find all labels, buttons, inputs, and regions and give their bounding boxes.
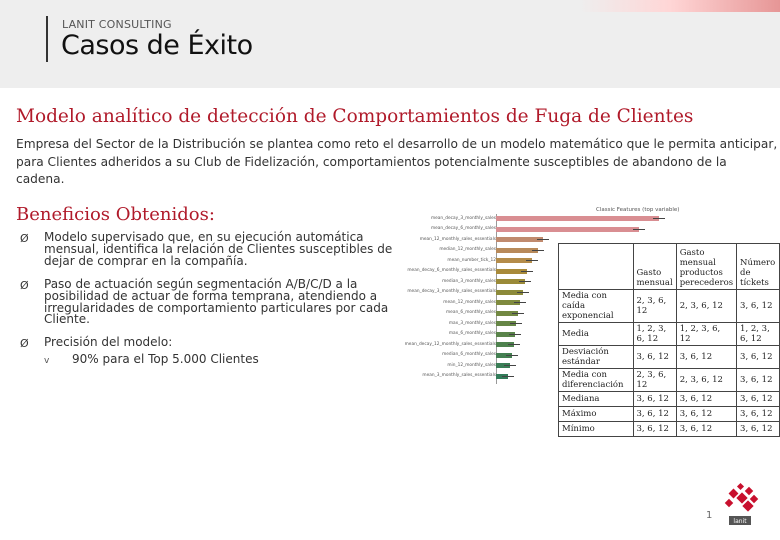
chart-category-label: mean_3_monthly_sales_essentials bbox=[422, 373, 496, 378]
table-row bbox=[559, 290, 780, 323]
chart-error-bar bbox=[512, 313, 524, 314]
chart-category-label: mean_6_monthly_sales bbox=[446, 310, 496, 315]
chart-bar bbox=[496, 216, 659, 221]
table-cell: Media con diferenciación bbox=[559, 369, 634, 392]
chart-category-label: median_6_monthly_sales bbox=[442, 352, 496, 357]
table-cell: 2, 3, 6, 12 bbox=[633, 369, 676, 392]
table-cell: 3, 6, 12 bbox=[676, 422, 736, 437]
header bbox=[0, 0, 780, 88]
table-row bbox=[559, 369, 780, 392]
table-row bbox=[559, 392, 780, 407]
features-table bbox=[558, 243, 780, 437]
chart-category-label: median_12_monthly_sales bbox=[439, 247, 496, 252]
chart-error-bar bbox=[506, 355, 518, 356]
table-cell: Mínimo bbox=[559, 422, 634, 437]
header-divider bbox=[46, 16, 48, 62]
benefit-item: Precisión del modelo: bbox=[44, 335, 173, 349]
chart-error-bar bbox=[509, 334, 521, 335]
table-header-row bbox=[559, 244, 780, 290]
table-cell: 3, 6, 12 bbox=[633, 422, 676, 437]
chart-category-label: mean_decay_3_monthly_sales bbox=[430, 215, 496, 221]
table-row bbox=[559, 407, 780, 422]
table-cell: Desviación estándar bbox=[559, 346, 634, 369]
chart-error-bar bbox=[532, 250, 544, 251]
table-header-cell: Gasto mensual bbox=[633, 244, 676, 290]
table-header-cell: Número de tíckets bbox=[737, 244, 780, 290]
chart-error-bar bbox=[526, 260, 538, 261]
chart-category-label: mean_decay_3_monthly_sales_essentials bbox=[407, 289, 496, 294]
header-accent-stripe bbox=[580, 0, 780, 12]
lanit-logo bbox=[718, 482, 766, 530]
table-cell: Mediana bbox=[559, 392, 634, 407]
chart-error-bar bbox=[514, 302, 526, 303]
table-cell: Media bbox=[559, 323, 634, 346]
chart-error-bar bbox=[502, 376, 514, 377]
table-cell: 3, 6, 12 bbox=[633, 407, 676, 422]
table-row bbox=[559, 422, 780, 437]
table-header-cell bbox=[559, 244, 634, 290]
table-cell: 3, 6, 12 bbox=[737, 290, 780, 323]
table-cell: 2, 3, 6, 12 bbox=[633, 290, 676, 323]
chart-error-bar bbox=[504, 365, 516, 366]
chart-category-label: mean_number_tick_12 bbox=[447, 257, 496, 263]
logo-text: lanit bbox=[733, 518, 747, 525]
table-cell: 1, 2, 3, 6, 12 bbox=[676, 323, 736, 346]
precision-value: 90% para el Top 5.000 Clientes bbox=[72, 352, 259, 366]
table-cell: 3, 6, 12 bbox=[633, 346, 676, 369]
slide-heading: Modelo analítico de detección de Comportamientos de Fuga de Clientes bbox=[16, 106, 694, 127]
chart-error-bar bbox=[653, 218, 665, 219]
chart-error-bar bbox=[517, 292, 529, 293]
table-row bbox=[559, 323, 780, 346]
chart-error-bar bbox=[508, 344, 520, 345]
table-cell: Máximo bbox=[559, 407, 634, 422]
table-cell: 3, 6, 12 bbox=[737, 346, 780, 369]
table-cell: 3, 6, 12 bbox=[737, 369, 780, 392]
table-header-cell: Gasto mensual productos perecederos bbox=[676, 244, 736, 290]
table-cell: 3, 6, 12 bbox=[737, 392, 780, 407]
chart-category-label: mean_12_monthly_sales bbox=[443, 299, 496, 305]
table-cell: 2, 3, 6, 12 bbox=[676, 369, 736, 392]
description-paragraph: Empresa del Sector de la Distribución se plantea como reto el desarrollo de un modelo matemático que le permita anticipar, para Clientes adheridos a su Club de Fidelización, comportamientos potencialmente susceptibles de abandono de la cadena. bbox=[16, 137, 778, 186]
chart-error-bar bbox=[633, 229, 645, 230]
chart-category-label: max_6_monthly_sales bbox=[448, 331, 496, 336]
bullet-arrow-icon: Ø bbox=[20, 279, 29, 292]
table-cell: 3, 6, 12 bbox=[633, 392, 676, 407]
sub-bullet-check-icon: v bbox=[44, 356, 50, 366]
benefits-title: Beneficios Obtenidos: bbox=[16, 204, 215, 225]
chart-title: Classic Features (top variable) bbox=[596, 207, 680, 213]
page-number: 1 bbox=[706, 510, 713, 521]
chart-bar bbox=[496, 227, 639, 232]
table-cell: 3, 6, 12 bbox=[676, 346, 736, 369]
table-cell: Media con caída exponencial bbox=[559, 290, 634, 323]
benefit-item: Paso de actuación según segmentación A/B/C/D a la posibilidad de actuar de forma temprana, atendiendo a irregularidades de comportamiento particulares por cada Cliente. bbox=[44, 277, 389, 327]
chart-category-label: min_12_monthly_sales bbox=[447, 362, 496, 368]
section-title: Casos de Éxito bbox=[61, 30, 253, 61]
chart-category-label: mean_decay_6_monthly_sales_essentials bbox=[407, 268, 496, 273]
table-row bbox=[559, 346, 780, 369]
chart-error-bar bbox=[519, 281, 531, 282]
chart-error-bar bbox=[510, 323, 522, 324]
table-cell: 3, 6, 12 bbox=[737, 422, 780, 437]
bullet-arrow-icon: Ø bbox=[20, 232, 29, 245]
table-cell: 1, 2, 3, 6, 12 bbox=[737, 323, 780, 346]
benefit-item: Modelo supervisado que, en su ejecución automática mensual, identifica la relación de Clientes susceptibles de dejar de comprar en la compañía. bbox=[44, 230, 393, 268]
chart-category-label: max_3_monthly_sales bbox=[448, 320, 496, 326]
chart-category-label: mean_decay_6_monthly_sales bbox=[430, 226, 496, 231]
chart-category-label: mean_12_monthly_sales_essentials bbox=[419, 236, 496, 242]
table-cell: 3, 6, 12 bbox=[676, 392, 736, 407]
company-name: LANIT CONSULTING bbox=[62, 18, 172, 31]
bullet-arrow-icon: Ø bbox=[20, 337, 29, 350]
table-cell: 2, 3, 6, 12 bbox=[676, 290, 736, 323]
table-cell: 1, 2, 3, 6, 12 bbox=[633, 323, 676, 346]
chart-category-label: mean_decay_12_monthly_sales_essentials bbox=[404, 341, 496, 347]
chart-error-bar bbox=[521, 271, 533, 272]
chart-error-bar bbox=[537, 239, 549, 240]
chart-bar bbox=[496, 237, 543, 242]
chart-category-label: median_3_monthly_sales bbox=[442, 278, 496, 284]
table-cell: 3, 6, 12 bbox=[737, 407, 780, 422]
table-cell: 3, 6, 12 bbox=[676, 407, 736, 422]
